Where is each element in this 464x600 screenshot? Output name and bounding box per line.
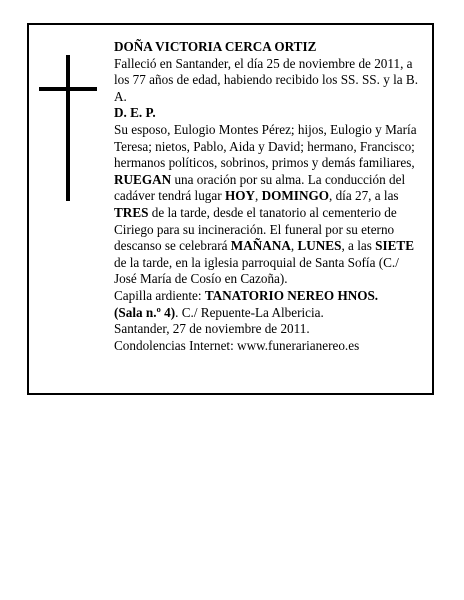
domingo-word: DOMINGO — [261, 188, 329, 204]
tanatorio-name: TANATORIO NEREO HNOS. — [204, 287, 379, 303]
death-paragraph: Falleció en Santander, el día 25 de noviembre de 2011, a los 77 años de edad, habiendo recibido los SS. SS. y la B. A. — [114, 55, 419, 104]
notice-text — [114, 39, 424, 354]
dep-line: D. E. P. — [114, 105, 156, 121]
cross-icon — [39, 55, 97, 201]
sala-number: (Sala n.º 4) — [114, 304, 176, 320]
tres-word: TRES — [114, 204, 149, 220]
lunes-word: LUNES — [297, 238, 342, 254]
deceased-name: DOÑA VICTORIA CERCA ORTIZ — [114, 39, 317, 54]
request-paragraph: RUEGAN una oración por su alma. La conducción del cadáver tendrá lugar HOY, DOMINGO, día 27, a las TRES de la tarde, desde el tanatorio al cementerio de Ciriego para su incineración. El funeral por su eterno descanso se celebrará MAÑANA, LUNES, a las SIETE de la tarde, en la iglesia parroquial de Santa Sofía (C./ José María de Cosío en Cazoña). — [114, 171, 415, 287]
family-paragraph: Su esposo, Eulogio Montes Pérez; hijos, Eulogio y María Teresa; nietos, Pablo, Aida y David; hermano, Francisco; hermanos políticos, sobrinos, primos y demás familiares, — [114, 121, 417, 171]
siete-word: SIETE — [375, 238, 415, 254]
date-line: Santander, 27 de noviembre de 2011. — [114, 321, 310, 337]
manana-word: MAÑANA — [230, 238, 291, 254]
condolences-line: Condolencias Internet: www.funerarianereo.es — [114, 337, 360, 353]
ruegan-word: RUEGAN — [114, 171, 172, 187]
obituary-notice — [27, 23, 434, 395]
cross-vertical-bar — [66, 55, 70, 201]
cross-horizontal-bar — [39, 87, 97, 91]
chapel-paragraph: Capilla ardiente: TANATORIO NEREO HNOS. (Sala n.º 4). C./ Repuente-La Albericia. — [114, 287, 379, 320]
hoy-word: HOY — [224, 188, 255, 204]
